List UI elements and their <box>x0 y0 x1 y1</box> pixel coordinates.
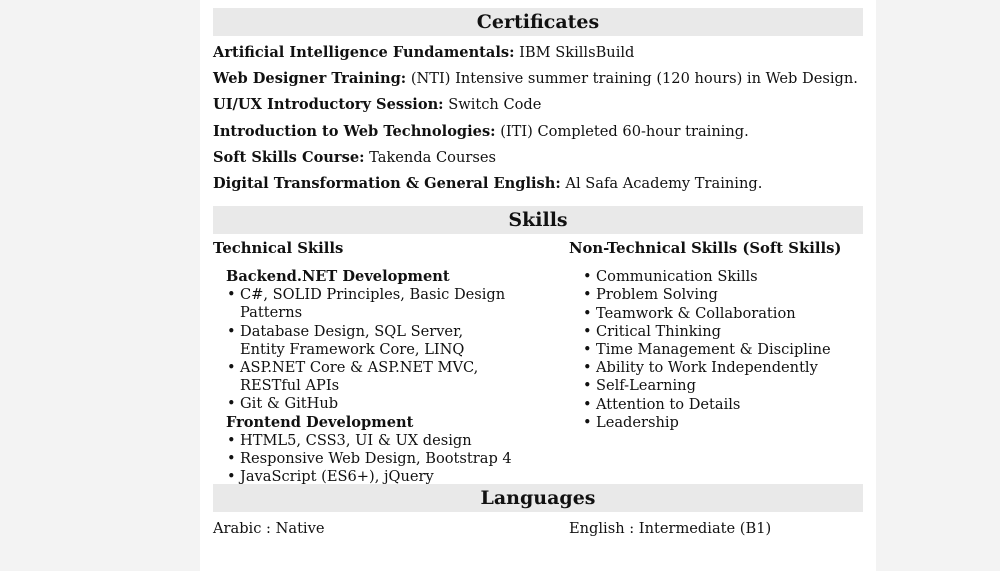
certificate-label: Introduction to Web Technologies: <box>213 122 496 140</box>
certificate-text: Takenda Courses <box>364 148 496 166</box>
list-item: • Time Management & Discipline <box>596 341 863 359</box>
certificate-item <box>213 145 863 171</box>
certificate-label: Digital Transformation & General English: <box>213 174 561 192</box>
certificate-text: Al Safa Academy Training. <box>560 174 763 192</box>
resume-page <box>200 0 876 571</box>
soft-skills-list <box>569 268 863 432</box>
soft-skills-title: Non-Technical Skills (Soft Skills) <box>569 240 842 258</box>
skills-header: Skills <box>213 206 863 234</box>
certificate-label: UI/UX Introductory Session: <box>213 96 444 114</box>
certificate-text: (NTI) Intensive summer training (120 hours) in Web Design. <box>406 70 858 88</box>
backend-title: Backend.NET Development <box>226 268 450 286</box>
list-item: • Teamwork & Collaboration <box>596 305 863 323</box>
languages-header: Languages <box>213 484 863 512</box>
list-item: • Communication Skills <box>596 268 863 286</box>
list-item: • HTML5, CSS3, UI & UX design <box>240 432 553 450</box>
technical-skills-title: Technical Skills <box>213 240 344 258</box>
certificate-label: Soft Skills Course: <box>213 148 365 166</box>
certificate-label: Web Designer Training: <box>213 70 407 88</box>
certificates-list <box>213 40 863 197</box>
frontend-title: Frontend Development <box>226 413 414 431</box>
backend-list <box>213 286 553 413</box>
certificate-item <box>213 66 863 92</box>
frontend-list <box>213 432 553 487</box>
list-item: • Critical Thinking <box>596 323 863 341</box>
certificate-item <box>213 171 863 197</box>
certificate-text: Switch Code <box>443 96 542 114</box>
list-item: • C#, SOLID Principles, Basic Design Patterns <box>240 286 553 322</box>
languages-row <box>213 520 863 544</box>
list-item: • JavaScript (ES6+), jQuery <box>240 468 553 486</box>
skills-columns <box>213 234 863 484</box>
list-item: • Responsive Web Design, Bootstrap 4 <box>240 450 553 468</box>
certificate-text: (ITI) Completed 60-hour training. <box>495 122 749 140</box>
list-item: • Attention to Details <box>596 396 863 414</box>
resume-content <box>213 8 863 544</box>
list-item: • Git & GitHub <box>240 395 553 413</box>
certificate-item <box>213 119 863 145</box>
certificates-header: Certificates <box>213 8 863 36</box>
language-arabic: Arabic : Native <box>213 520 325 538</box>
list-item: • Problem Solving <box>596 286 863 304</box>
certificate-label: Artificial Intelligence Fundamentals: <box>213 44 515 61</box>
certificate-item <box>213 92 863 118</box>
technical-skills-column <box>213 234 553 486</box>
certificate-text: IBM SkillsBuild <box>514 44 635 61</box>
list-item: • Self-Learning <box>596 377 863 395</box>
language-english: English : Intermediate (B1) <box>569 520 772 538</box>
list-item: • Database Design, SQL Server, Entity Framework Core, LINQ <box>240 323 480 359</box>
certificate-item <box>213 40 863 66</box>
list-item: • Ability to Work Independently <box>596 359 863 377</box>
list-item: • ASP.NET Core & ASP.NET MVC, RESTful APIs <box>240 359 530 395</box>
list-item: • Leadership <box>596 414 863 432</box>
soft-skills-column <box>569 234 863 432</box>
